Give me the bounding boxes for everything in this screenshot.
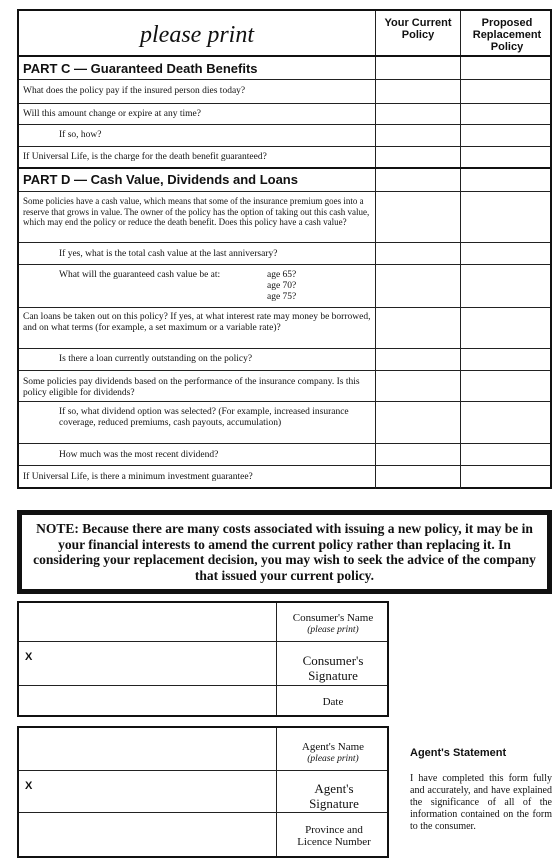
consumer-x-mark: X xyxy=(25,651,33,663)
agent-signature-box xyxy=(17,726,389,858)
consumer-signature-label: Consumer's Signature xyxy=(302,653,364,683)
column-header-proposed: Proposed Replacement Policy xyxy=(472,17,542,53)
consumer-name-label: Consumer's Name (please print) xyxy=(292,612,374,635)
agent-x-mark: X xyxy=(25,780,33,792)
consumer-date-label: Date xyxy=(322,696,344,708)
part-c-q2: Will this amount change or expire at any time? xyxy=(23,109,201,119)
column-divider-proposed xyxy=(460,11,461,489)
part-d-q3a: If so, what dividend option was selected? (For example, increased insurance coverage, reduced premiums, cash payouts, accumulation) xyxy=(59,407,349,428)
part-c-title: PART C — Guaranteed Death Benefits xyxy=(23,61,258,76)
age-65: age 65? xyxy=(267,270,297,280)
agent-statement-title: Agent's Statement xyxy=(410,747,507,759)
policy-comparison-table xyxy=(17,9,552,489)
column-divider-current xyxy=(375,11,376,489)
column-header-current: Your Current Policy xyxy=(384,17,452,41)
part-d-q1b: What will the guaranteed cash value be at: xyxy=(59,270,221,280)
part-d-q2: Can loans be taken out on this policy? If yes, at what interest rate may money be borrowed, and on what terms (for example, a set maximum or a variable rate)? xyxy=(23,312,371,333)
agent-name-label: Agent's Name (please print) xyxy=(301,741,365,764)
please-print-heading: please print xyxy=(140,22,254,48)
agent-statement-text: I have completed this form fully and accurately, and have explained the significance of all of the information contained on the form to the consumer. xyxy=(410,773,552,832)
consumer-signature-box xyxy=(17,601,389,717)
age-70: age 70? xyxy=(267,281,297,291)
agent-licence-label: Province and Licence Number xyxy=(297,824,371,848)
age-75: age 75? xyxy=(267,292,297,302)
part-c-q1: What does the policy pay if the insured person dies today? xyxy=(23,86,246,96)
part-d-title: PART D — Cash Value, Dividends and Loans xyxy=(23,172,298,187)
part-d-q3: Some policies pay dividends based on the performance of the insurance company. Is this policy eligible for dividends? xyxy=(23,377,360,398)
part-d-q3b: How much was the most recent dividend? xyxy=(59,450,219,460)
part-d-q4: If Universal Life, is there a minimum investment guarantee? xyxy=(23,472,253,482)
part-d-q2a: Is there a loan currently outstanding on the policy? xyxy=(59,354,253,364)
part-d-q1a: If yes, what is the total cash value at the last anniversary? xyxy=(59,249,278,259)
replacement-note: NOTE: Because there are many costs associated with issuing a new policy, it may be in your financial interests to amend the current policy rather than replacing it. In considering your replacement decision, you may wish to seek the advice of the company that issued your current policy. xyxy=(17,510,552,594)
part-c-q3: If Universal Life, is the charge for the death benefit guaranteed? xyxy=(23,152,267,162)
part-c-q2a: If so, how? xyxy=(59,130,102,140)
agent-signature-label: Agent's Signature xyxy=(309,781,359,811)
part-d-q1: Some policies have a cash value, which means that some of the insurance premium goes into a reserve that grows in value. The owner of the policy has the option of taking out this cash value, which may end the policy or reduce the death benefit. Does this policy have a cash value? xyxy=(23,196,370,227)
